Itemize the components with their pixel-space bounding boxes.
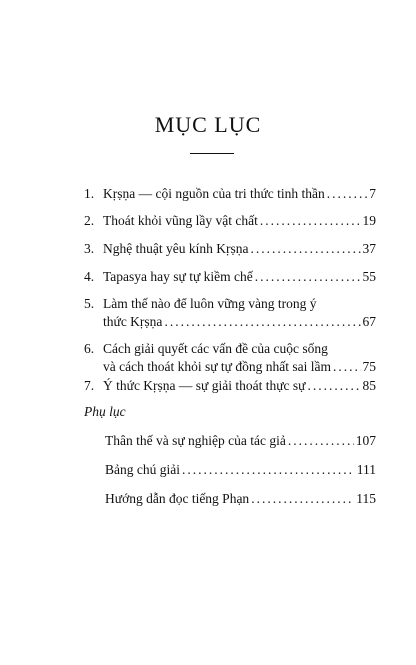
toc-title: MỤC LỤC	[154, 112, 262, 137]
appendix-heading: Phụ lục	[84, 404, 126, 419]
entry-title: Làm thế nào để luôn vững vàng trong ý	[103, 296, 317, 311]
dot-leader	[308, 377, 361, 395]
entry-number: 7.	[84, 378, 95, 393]
entry-page-number: 55	[362, 269, 376, 284]
toc-entry-6[interactable]	[84, 340, 376, 376]
title-divider	[190, 153, 234, 154]
entry-title: Thoát khỏi vũng lầy vật chất	[103, 213, 258, 228]
entry-title-continued: thức Kṛṣṇa	[103, 314, 163, 329]
toc-entry-2[interactable]	[84, 212, 376, 230]
dot-leader	[182, 461, 355, 479]
entry-page-number: 7	[369, 186, 376, 201]
entry-page-number: 111	[356, 462, 376, 477]
entry-title: Nghệ thuật yêu kính Kṛṣṇa	[103, 241, 249, 256]
entry-title-continued: và cách thoát khỏi sự tự đồng nhất sai lầm	[103, 359, 331, 374]
appendix-entry-1[interactable]	[105, 432, 376, 450]
dot-leader	[288, 432, 354, 450]
entry-number: 3.	[84, 241, 95, 256]
dot-leader	[327, 185, 367, 203]
dot-leader	[251, 490, 354, 508]
entry-number: 4.	[84, 269, 95, 284]
entry-title: Hướng dẫn đọc tiếng Phạn	[105, 491, 250, 506]
entry-page-number: 67	[362, 314, 376, 329]
dot-leader	[255, 268, 361, 286]
dot-leader	[164, 313, 360, 331]
entry-number: 2.	[84, 213, 95, 228]
entry-page-number: 75	[362, 359, 376, 374]
appendix-entry-2[interactable]	[105, 461, 376, 479]
entry-title: Kṛṣṇa — cội nguồn của tri thức tinh thần	[103, 186, 325, 201]
toc-entry-3[interactable]	[84, 240, 376, 258]
toc-entry-1[interactable]	[84, 185, 376, 203]
dot-leader	[250, 240, 360, 258]
entry-number: 1.	[84, 186, 95, 201]
entry-title: Ý thức Kṛṣṇa — sự giải thoát thực sự	[103, 378, 306, 393]
appendix-entry-3[interactable]	[105, 490, 376, 508]
entry-title: Cách giải quyết các vấn đề của cuộc sống	[103, 341, 328, 356]
toc-entry-7[interactable]	[84, 377, 376, 395]
toc-entry-4[interactable]	[84, 268, 376, 286]
entry-title: Bảng chú giải	[105, 462, 180, 477]
entry-page-number: 85	[362, 378, 376, 393]
entry-number: 5.	[84, 296, 95, 311]
entry-page-number: 107	[355, 433, 376, 448]
entry-title: Thân thế và sự nghiệp của tác giả	[105, 433, 286, 448]
entry-page-number: 19	[362, 213, 376, 228]
entry-title: Tapasya hay sự tự kiềm chế	[103, 269, 253, 284]
entry-page-number: 37	[362, 241, 376, 256]
toc-entry-5[interactable]	[84, 295, 376, 331]
entry-page-number: 115	[356, 491, 376, 506]
dot-leader	[333, 358, 361, 376]
entry-number: 6.	[84, 341, 95, 356]
dot-leader	[260, 212, 361, 230]
